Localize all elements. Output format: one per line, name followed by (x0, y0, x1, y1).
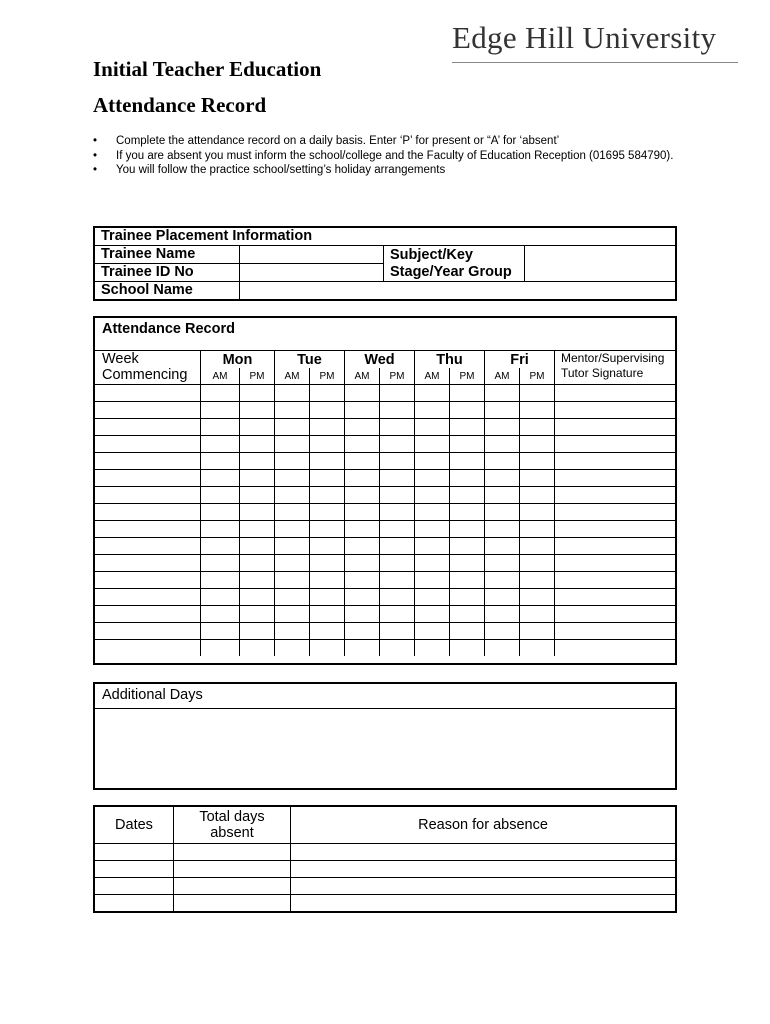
attendance-cell[interactable] (240, 538, 275, 555)
attendance-cell[interactable] (380, 538, 415, 555)
day-tue: Tue (275, 351, 345, 369)
attendance-cell[interactable] (310, 453, 345, 470)
attendance-cell[interactable] (520, 555, 555, 572)
signature-cell[interactable] (555, 521, 676, 538)
attendance-cell[interactable] (310, 470, 345, 487)
attendance-cell[interactable] (520, 436, 555, 453)
attendance-cell[interactable] (201, 538, 240, 555)
am-label: AM (345, 368, 380, 385)
signature-cell[interactable] (555, 504, 676, 521)
pm-label: PM (380, 368, 415, 385)
university-logo: Edge Hill University (452, 20, 738, 63)
week-cell[interactable] (95, 385, 201, 402)
pm-label: PM (450, 368, 485, 385)
trainee-id-field[interactable] (240, 264, 384, 282)
total-days-cell[interactable] (174, 861, 291, 878)
attendance-cell[interactable] (485, 453, 520, 470)
attendance-cell[interactable] (345, 555, 380, 572)
signature-cell[interactable] (555, 487, 676, 504)
attendance-cell[interactable] (310, 555, 345, 572)
attendance-cell[interactable] (520, 606, 555, 623)
attendance-cell[interactable] (310, 521, 345, 538)
page-title: Initial Teacher Education (93, 57, 322, 81)
attendance-cell[interactable] (310, 436, 345, 453)
attendance-cell[interactable] (450, 487, 485, 504)
attendance-row (95, 436, 675, 453)
attendance-cell[interactable] (240, 589, 275, 606)
attendance-cell[interactable] (310, 572, 345, 589)
instruction-item: • Complete the attendance record on a daily basis. Enter ‘P’ for present or “A’ for ‘absent’ (93, 134, 693, 149)
total-days-cell[interactable] (174, 844, 291, 861)
attendance-cell[interactable] (310, 623, 345, 640)
attendance-cell[interactable] (415, 487, 450, 504)
additional-days-heading: Additional Days (95, 684, 675, 709)
attendance-cell[interactable] (450, 640, 485, 657)
attendance-cell[interactable] (240, 521, 275, 538)
attendance-cell[interactable] (520, 487, 555, 504)
additional-days-field[interactable] (95, 709, 675, 785)
attendance-cell[interactable] (380, 555, 415, 572)
attendance-cell[interactable] (415, 385, 450, 402)
attendance-cell[interactable] (345, 521, 380, 538)
attendance-cell[interactable] (415, 504, 450, 521)
instructions-list (93, 134, 693, 178)
attendance-cell[interactable] (415, 555, 450, 572)
attendance-cell[interactable] (450, 504, 485, 521)
attendance-cell[interactable] (275, 606, 310, 623)
attendance-cell[interactable] (415, 572, 450, 589)
signature-cell[interactable] (555, 623, 676, 640)
attendance-cell[interactable] (345, 623, 380, 640)
attendance-cell[interactable] (201, 487, 240, 504)
attendance-cell[interactable] (201, 606, 240, 623)
attendance-row (95, 385, 675, 402)
week-cell[interactable] (95, 640, 201, 657)
attendance-cell[interactable] (275, 640, 310, 657)
absence-table (93, 805, 677, 913)
attendance-cell[interactable] (380, 402, 415, 419)
week-cell[interactable] (95, 436, 201, 453)
dates-header: Dates (94, 806, 174, 844)
reason-cell[interactable] (291, 844, 677, 861)
attendance-cell[interactable] (450, 453, 485, 470)
attendance-cell[interactable] (520, 640, 555, 657)
attendance-cell[interactable] (450, 385, 485, 402)
signature-cell[interactable] (555, 436, 676, 453)
attendance-cell[interactable] (520, 470, 555, 487)
attendance-row (95, 470, 675, 487)
attendance-cell[interactable] (485, 572, 520, 589)
week-cell[interactable] (95, 419, 201, 436)
trainee-id-label: Trainee ID No (94, 264, 240, 282)
reason-cell[interactable] (291, 861, 677, 878)
attendance-cell[interactable] (345, 470, 380, 487)
placement-table (93, 226, 677, 301)
attendance-heading: Attendance Record (102, 321, 235, 337)
attendance-cell[interactable] (310, 487, 345, 504)
week-cell[interactable] (95, 572, 201, 589)
attendance-cell[interactable] (450, 606, 485, 623)
attendance-cell[interactable] (380, 385, 415, 402)
absence-row (94, 895, 676, 913)
attendance-cell[interactable] (275, 487, 310, 504)
attendance-cell[interactable] (415, 640, 450, 657)
attendance-cell[interactable] (415, 419, 450, 436)
attendance-cell[interactable] (520, 589, 555, 606)
attendance-cell[interactable] (240, 453, 275, 470)
attendance-cell[interactable] (485, 504, 520, 521)
attendance-cell[interactable] (240, 385, 275, 402)
attendance-cell[interactable] (450, 521, 485, 538)
attendance-cell[interactable] (201, 436, 240, 453)
attendance-cell[interactable] (201, 623, 240, 640)
signature-cell[interactable] (555, 606, 676, 623)
signature-label: Mentor/Supervising Tutor Signature (555, 351, 676, 385)
attendance-cell[interactable] (345, 453, 380, 470)
attendance-cell[interactable] (345, 572, 380, 589)
attendance-cell[interactable] (201, 385, 240, 402)
attendance-cell[interactable] (275, 385, 310, 402)
attendance-row (95, 589, 675, 606)
attendance-cell[interactable] (520, 504, 555, 521)
attendance-cell[interactable] (485, 402, 520, 419)
attendance-cell[interactable] (380, 623, 415, 640)
signature-cell[interactable] (555, 538, 676, 555)
attendance-cell[interactable] (485, 436, 520, 453)
am-label: AM (275, 368, 310, 385)
trainee-name-label: Trainee Name (94, 246, 240, 264)
instruction-item: • If you are absent you must inform the school/college and the Faculty of Education Reception (01695 584790). (93, 149, 693, 164)
week-commencing-label: Week Commencing (95, 351, 201, 385)
week-cell[interactable] (95, 470, 201, 487)
attendance-cell[interactable] (275, 623, 310, 640)
am-label: AM (485, 368, 520, 385)
subject-field[interactable] (525, 246, 677, 282)
attendance-cell[interactable] (380, 521, 415, 538)
placement-heading: Trainee Placement Information (94, 227, 676, 246)
attendance-cell[interactable] (415, 606, 450, 623)
attendance-cell[interactable] (240, 623, 275, 640)
attendance-cell[interactable] (345, 402, 380, 419)
pm-label: PM (240, 368, 275, 385)
attendance-cell[interactable] (415, 402, 450, 419)
attendance-cell[interactable] (520, 521, 555, 538)
attendance-cell[interactable] (485, 521, 520, 538)
attendance-cell[interactable] (380, 640, 415, 657)
attendance-cell[interactable] (450, 623, 485, 640)
week-cell[interactable] (95, 623, 201, 640)
attendance-cell[interactable] (450, 572, 485, 589)
absence-row (94, 878, 676, 895)
attendance-table (95, 350, 675, 656)
day-wed: Wed (345, 351, 415, 369)
attendance-row (95, 419, 675, 436)
attendance-cell[interactable] (520, 572, 555, 589)
attendance-cell[interactable] (450, 436, 485, 453)
attendance-cell[interactable] (240, 436, 275, 453)
attendance-cell[interactable] (275, 555, 310, 572)
attendance-cell[interactable] (485, 385, 520, 402)
week-cell[interactable] (95, 589, 201, 606)
signature-cell[interactable] (555, 402, 676, 419)
week-cell[interactable] (95, 487, 201, 504)
attendance-cell[interactable] (450, 470, 485, 487)
attendance-cell[interactable] (201, 572, 240, 589)
reason-header: Reason for absence (291, 806, 677, 844)
attendance-cell[interactable] (201, 453, 240, 470)
attendance-cell[interactable] (345, 606, 380, 623)
attendance-cell[interactable] (275, 538, 310, 555)
attendance-cell[interactable] (240, 402, 275, 419)
attendance-cell[interactable] (485, 606, 520, 623)
attendance-cell[interactable] (380, 572, 415, 589)
attendance-cell[interactable] (310, 385, 345, 402)
attendance-cell[interactable] (485, 640, 520, 657)
attendance-cell[interactable] (275, 572, 310, 589)
am-label: AM (415, 368, 450, 385)
attendance-cell[interactable] (310, 640, 345, 657)
am-label: AM (201, 368, 240, 385)
signature-cell[interactable] (555, 453, 676, 470)
attendance-cell[interactable] (201, 402, 240, 419)
attendance-cell[interactable] (415, 589, 450, 606)
attendance-cell[interactable] (275, 521, 310, 538)
signature-cell[interactable] (555, 470, 676, 487)
attendance-cell[interactable] (275, 589, 310, 606)
week-cell[interactable] (95, 606, 201, 623)
attendance-cell[interactable] (240, 504, 275, 521)
additional-days-box (93, 682, 677, 790)
week-cell[interactable] (95, 538, 201, 555)
attendance-cell[interactable] (450, 538, 485, 555)
attendance-cell[interactable] (310, 589, 345, 606)
attendance-cell[interactable] (310, 504, 345, 521)
page-subtitle: Attendance Record (93, 93, 267, 117)
attendance-cell[interactable] (345, 487, 380, 504)
attendance-row (95, 487, 675, 504)
attendance-cell[interactable] (240, 606, 275, 623)
attendance-row (95, 623, 675, 640)
attendance-row (95, 402, 675, 419)
signature-cell[interactable] (555, 572, 676, 589)
attendance-cell[interactable] (240, 419, 275, 436)
dates-cell[interactable] (94, 878, 174, 895)
attendance-row (95, 504, 675, 521)
attendance-row (95, 555, 675, 572)
attendance-row (95, 521, 675, 538)
day-mon: Mon (201, 351, 275, 369)
absence-row (94, 861, 676, 878)
attendance-cell[interactable] (415, 436, 450, 453)
attendance-cell[interactable] (380, 487, 415, 504)
attendance-cell[interactable] (520, 402, 555, 419)
attendance-cell[interactable] (450, 589, 485, 606)
signature-cell[interactable] (555, 419, 676, 436)
attendance-cell[interactable] (345, 640, 380, 657)
total-days-cell[interactable] (174, 895, 291, 913)
subject-label: Subject/Key Stage/Year Group (384, 246, 525, 282)
attendance-cell[interactable] (450, 419, 485, 436)
week-cell[interactable] (95, 453, 201, 470)
attendance-cell[interactable] (201, 470, 240, 487)
attendance-cell[interactable] (380, 419, 415, 436)
total-days-header: Total days absent (174, 806, 291, 844)
attendance-record-box (93, 316, 677, 665)
dates-cell[interactable] (94, 844, 174, 861)
attendance-cell[interactable] (240, 572, 275, 589)
absence-row (94, 844, 676, 861)
attendance-cell[interactable] (345, 589, 380, 606)
attendance-cell[interactable] (240, 555, 275, 572)
attendance-cell[interactable] (415, 521, 450, 538)
attendance-cell[interactable] (345, 504, 380, 521)
attendance-cell[interactable] (345, 419, 380, 436)
attendance-cell[interactable] (201, 640, 240, 657)
attendance-cell[interactable] (415, 470, 450, 487)
attendance-cell[interactable] (310, 419, 345, 436)
attendance-row (95, 453, 675, 470)
attendance-cell[interactable] (380, 504, 415, 521)
week-cell[interactable] (95, 555, 201, 572)
instruction-item: • You will follow the practice school/setting’s holiday arrangements (93, 163, 693, 178)
pm-label: PM (310, 368, 345, 385)
attendance-cell[interactable] (450, 555, 485, 572)
attendance-cell[interactable] (201, 555, 240, 572)
attendance-row (95, 572, 675, 589)
day-fri: Fri (485, 351, 555, 369)
attendance-cell[interactable] (485, 470, 520, 487)
attendance-row (95, 640, 675, 657)
attendance-cell[interactable] (380, 589, 415, 606)
attendance-cell[interactable] (485, 419, 520, 436)
day-thu: Thu (415, 351, 485, 369)
attendance-cell[interactable] (520, 453, 555, 470)
pm-label: PM (520, 368, 555, 385)
signature-cell[interactable] (555, 555, 676, 572)
attendance-cell[interactable] (275, 504, 310, 521)
attendance-cell[interactable] (201, 589, 240, 606)
attendance-cell[interactable] (240, 640, 275, 657)
attendance-cell[interactable] (275, 453, 310, 470)
attendance-cell[interactable] (485, 538, 520, 555)
reason-cell[interactable] (291, 878, 677, 895)
signature-cell[interactable] (555, 589, 676, 606)
attendance-row (95, 606, 675, 623)
attendance-cell[interactable] (310, 402, 345, 419)
attendance-cell[interactable] (275, 419, 310, 436)
attendance-cell[interactable] (380, 606, 415, 623)
attendance-cell[interactable] (485, 487, 520, 504)
attendance-row (95, 538, 675, 555)
attendance-cell[interactable] (520, 538, 555, 555)
attendance-cell[interactable] (275, 470, 310, 487)
attendance-cell[interactable] (520, 419, 555, 436)
attendance-cell[interactable] (310, 606, 345, 623)
dates-cell[interactable] (94, 861, 174, 878)
attendance-cell[interactable] (345, 538, 380, 555)
total-days-cell[interactable] (174, 878, 291, 895)
attendance-cell[interactable] (520, 385, 555, 402)
attendance-cell[interactable] (380, 453, 415, 470)
attendance-cell[interactable] (520, 623, 555, 640)
attendance-cell[interactable] (485, 589, 520, 606)
attendance-cell[interactable] (201, 521, 240, 538)
attendance-cell[interactable] (345, 385, 380, 402)
attendance-cell[interactable] (345, 436, 380, 453)
attendance-cell[interactable] (240, 487, 275, 504)
signature-cell[interactable] (555, 640, 676, 657)
attendance-cell[interactable] (310, 538, 345, 555)
attendance-cell[interactable] (201, 419, 240, 436)
signature-cell[interactable] (555, 385, 676, 402)
school-name-field[interactable] (240, 282, 677, 301)
trainee-name-field[interactable] (240, 246, 384, 264)
attendance-cell[interactable] (485, 623, 520, 640)
attendance-cell[interactable] (415, 453, 450, 470)
attendance-cell[interactable] (415, 623, 450, 640)
attendance-cell[interactable] (275, 402, 310, 419)
reason-cell[interactable] (291, 895, 677, 913)
week-cell[interactable] (95, 402, 201, 419)
attendance-cell[interactable] (485, 555, 520, 572)
attendance-cell[interactable] (380, 436, 415, 453)
school-name-label: School Name (94, 282, 240, 301)
attendance-cell[interactable] (415, 538, 450, 555)
attendance-cell[interactable] (450, 402, 485, 419)
attendance-cell[interactable] (380, 470, 415, 487)
attendance-cell[interactable] (275, 436, 310, 453)
week-cell[interactable] (95, 521, 201, 538)
attendance-cell[interactable] (240, 470, 275, 487)
dates-cell[interactable] (94, 895, 174, 913)
attendance-cell[interactable] (201, 504, 240, 521)
week-cell[interactable] (95, 504, 201, 521)
